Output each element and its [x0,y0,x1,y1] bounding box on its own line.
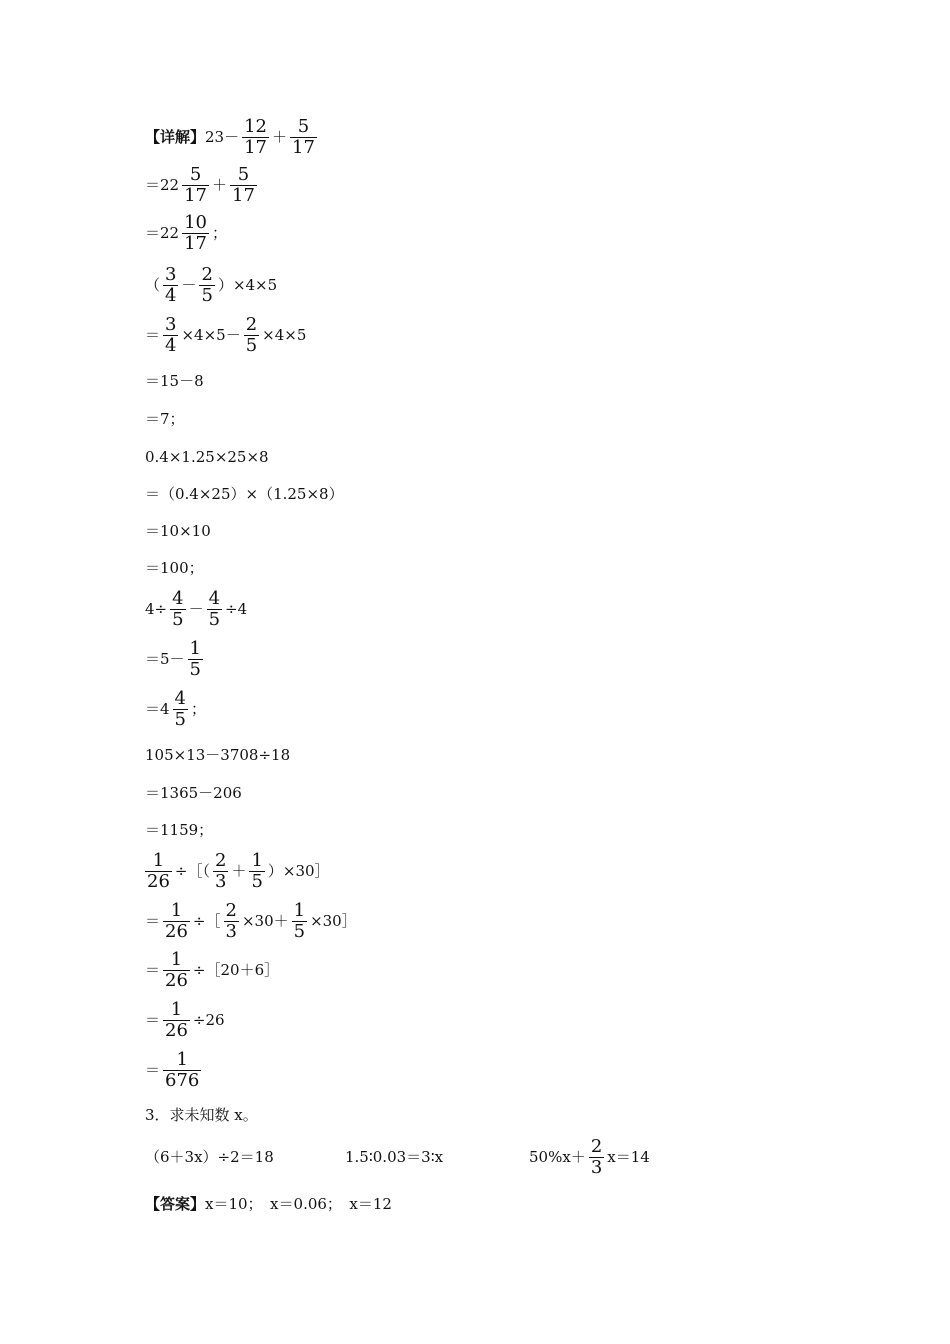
text: ＝22 [145,224,180,243]
fraction: $\frac{12}{17}$ [244,116,268,158]
text: ÷26 [192,1011,225,1030]
text: 105×13－3708÷18 [145,746,291,764]
text: 0.4×1.25×25×8 [145,448,269,466]
fraction: $\frac{2}{5}$ [201,264,213,306]
fraction: $\frac{1}{5}$ [293,900,306,942]
fraction: $\frac{4}{5}$ [208,588,221,630]
text: ＝1365－206 [145,784,242,802]
equation-2: 1.5∶0.03＝3∶x [345,1148,444,1167]
text: ＝5－ [145,650,185,669]
text: ＝10×10 [145,522,211,540]
solution-p3-step1 [145,487,344,502]
text: ＋ [212,176,228,195]
text: （ [145,276,161,295]
text: ÷［20＋6］ [192,961,280,980]
text: － [181,276,197,295]
solution-p2-step3 [145,412,185,427]
text: ＋ [272,128,288,147]
fraction: $\frac{5}{17}$ [292,116,315,158]
text: ×30］ [310,912,357,931]
text: ×4×5－ [181,326,241,345]
solution-p2-step1 [145,316,306,356]
solution-p6-step3 [145,1001,225,1041]
text: ＝ [145,1011,161,1030]
fraction: $\frac{5}{17}$ [184,164,207,206]
answer-label: 【答案】 [145,1195,206,1213]
fraction: $\frac{2}{5}$ [245,314,258,356]
solution-p3-question [145,450,269,465]
solution-p2-question [145,266,277,306]
solution-p5-step1 [145,786,242,801]
fraction: $\frac{1}{26}$ [165,999,188,1041]
equation-3-prefix: 50%x＋ [529,1148,586,1167]
solution-p5-question [145,748,290,763]
solution-p4-step2 [145,690,206,730]
text: ×4×5 [262,326,307,345]
fraction: $\frac{4}{5}$ [172,588,184,630]
text: ； [212,224,228,243]
text: ＝ [145,961,161,980]
solution-p6-step2 [145,951,279,991]
solution-p3-step3 [145,561,204,576]
fraction: $\frac{1}{26}$ [165,949,188,991]
solution-p3-step2 [145,524,211,539]
solution-p1-step2 [145,214,227,254]
fraction: $\frac{3}{4}$ [165,264,177,306]
text: ＝4 [145,700,170,719]
solution-p6-step4 [145,1051,204,1091]
fraction: $\frac{2}{3}$ [214,850,227,892]
question3-title [145,1108,258,1123]
fraction: $\frac{3}{4}$ [165,314,177,356]
text: ＝7； [145,410,185,428]
text: ＝ [145,326,161,345]
text: 4÷ [145,600,168,619]
fraction: $\frac{2}{3}$ [590,1136,603,1178]
fraction: $\frac{4}{5}$ [174,688,186,730]
fraction: $\frac{2}{3}$ [225,900,237,942]
fraction: $\frac{1}{5}$ [251,850,263,892]
solution-p4-step1 [145,640,206,680]
solution-p2-step2 [145,374,204,389]
solution-p5-step2 [145,823,213,838]
solution-p4-question [145,590,247,630]
solution-p6-step1 [145,902,357,942]
text: ＝ [145,912,161,931]
solution-p6-question [145,852,330,892]
text: 3．求未知数 x。 [145,1106,258,1124]
text: ÷4 [225,600,248,619]
text: ＝（0.4×25）×（1.25×8） [145,485,344,503]
fraction: $\frac{10}{17}$ [184,212,207,254]
text: ÷［（ [174,862,210,881]
text: ； [191,700,207,719]
text: ＝22 [145,176,180,195]
answer-line [145,1197,392,1212]
solution-p1-step1 [145,166,260,206]
text: ＝100； [145,559,204,577]
text: － [188,600,204,619]
answer-text: x＝10； x＝0.06； x＝12 [205,1195,392,1213]
equation-3-suffix: x＝14 [607,1148,650,1167]
text: ）×30］ [267,862,330,881]
text: ）×4×5 [217,276,278,295]
fraction: $\frac{1}{26}$ [147,850,170,892]
solution-label: 【详解】 [145,128,206,147]
text: ×30＋ [241,912,289,931]
equation-1: （6＋3x）÷2＝18 [145,1148,274,1167]
text: ＝1159； [145,821,214,839]
question3-equations [145,1138,650,1178]
text: ÷［ [192,912,221,931]
fraction: $\frac{1}{5}$ [189,638,201,680]
text: 23－ [205,128,240,147]
text: ＋ [231,862,247,881]
fraction: $\frac{1}{676}$ [165,1049,200,1091]
solution-p1-question [145,118,320,158]
text: ＝15－8 [145,372,204,390]
fraction: $\frac{5}{17}$ [232,164,255,206]
text: ＝ [145,1061,161,1080]
fraction: $\frac{1}{26}$ [165,900,188,942]
